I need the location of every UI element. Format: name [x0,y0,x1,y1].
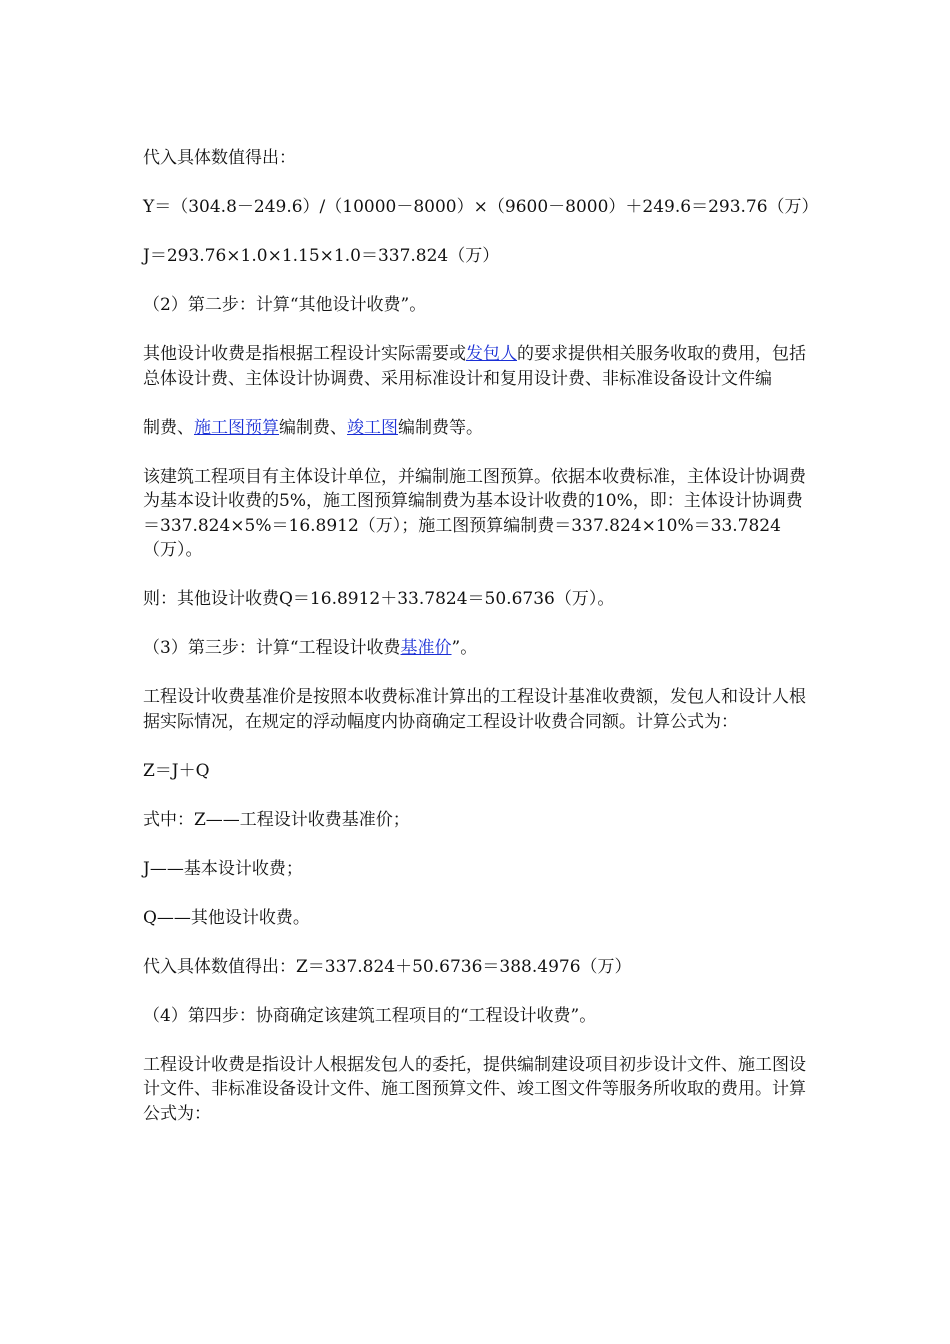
paragraph-intro-values: 代入具体数值得出： [143,148,296,168]
text-segment: ”。 [451,638,478,658]
text-segment: 编制费、 [279,417,347,438]
formula-j: J＝293.76×1.0×1.15×1.0＝337.824（万） [143,246,500,266]
paragraph-base-price-definition: 工程设计收费基准价是按照本收费标准计算出的工程设计基准收费额，发包人和设计人根据实际情况，在规定的浮动幅度内协商确定工程设计收费合同额。计算公式为： [143,687,806,732]
definition-j: J——基本设计收费； [143,858,303,879]
text-segment: 的要求提供相关服务收取的费用，包括总体设计费、主体设计协调费、采用标准设计和复用设计费、非标准设备设计文件编 [143,344,806,389]
definition-z: 式中：Z——工程设计收费基准价； [143,809,410,830]
document-body [143,146,819,1151]
formula-q: 则：其他设计收费Q＝16.8912＋33.7824＝50.6736（万）。 [143,589,615,609]
step-3-heading [143,636,811,661]
step-4-heading: （4）第四步：协商确定该建筑工程项目的“工程设计收费”。 [143,1005,597,1026]
paragraph-other-fees-definition [143,342,811,391]
text-segment: 编制费等。 [398,417,483,438]
paragraph-design-fee-definition: 工程设计收费是指设计人根据发包人的委托，提供编制建设项目初步设计文件、施工图设计文件、非标准设备设计文件、施工图预算文件、竣工图文件等服务所收取的费用。计算公式为： [143,1054,806,1124]
link-as-built-drawing[interactable]: 竣工图 [347,417,398,438]
paragraph-fee-items [143,416,811,441]
step-2-heading: （2）第二步：计算“其他设计收费”。 [143,295,427,315]
definition-q: Q——其他设计收费。 [143,907,310,928]
formula-y: Y＝（304.8－249.6）/（10000－8000）×（9600－8000）＋249.6＝293.76（万） [143,197,819,217]
formula-z-values: 代入具体数值得出：Z＝337.824＋50.6736＝388.4976（万） [143,956,632,977]
link-base-price[interactable]: 基准价 [400,638,452,658]
formula-z: Z＝J＋Q [143,760,210,781]
link-contractor[interactable]: 发包人 [466,344,517,364]
text-segment: （3）第三步：计算“工程设计收费 [143,638,401,658]
text-segment: 制费、 [143,417,194,438]
link-construction-drawing-budget[interactable]: 施工图预算 [194,417,279,438]
paragraph-project-calculation: 该建筑工程项目有主体设计单位，并编制施工图预算。依据本收费标准，主体设计协调费为基本设计收费的5%，施工图预算编制费为基本设计收费的10%，即：主体设计协调费＝337.824×5%＝16.8912（万）；施工图预算编制费＝337.824×10%＝33.7824（万）。 [143,466,806,560]
text-segment: 其他设计收费是指根据工程设计实际需要或 [143,344,466,364]
